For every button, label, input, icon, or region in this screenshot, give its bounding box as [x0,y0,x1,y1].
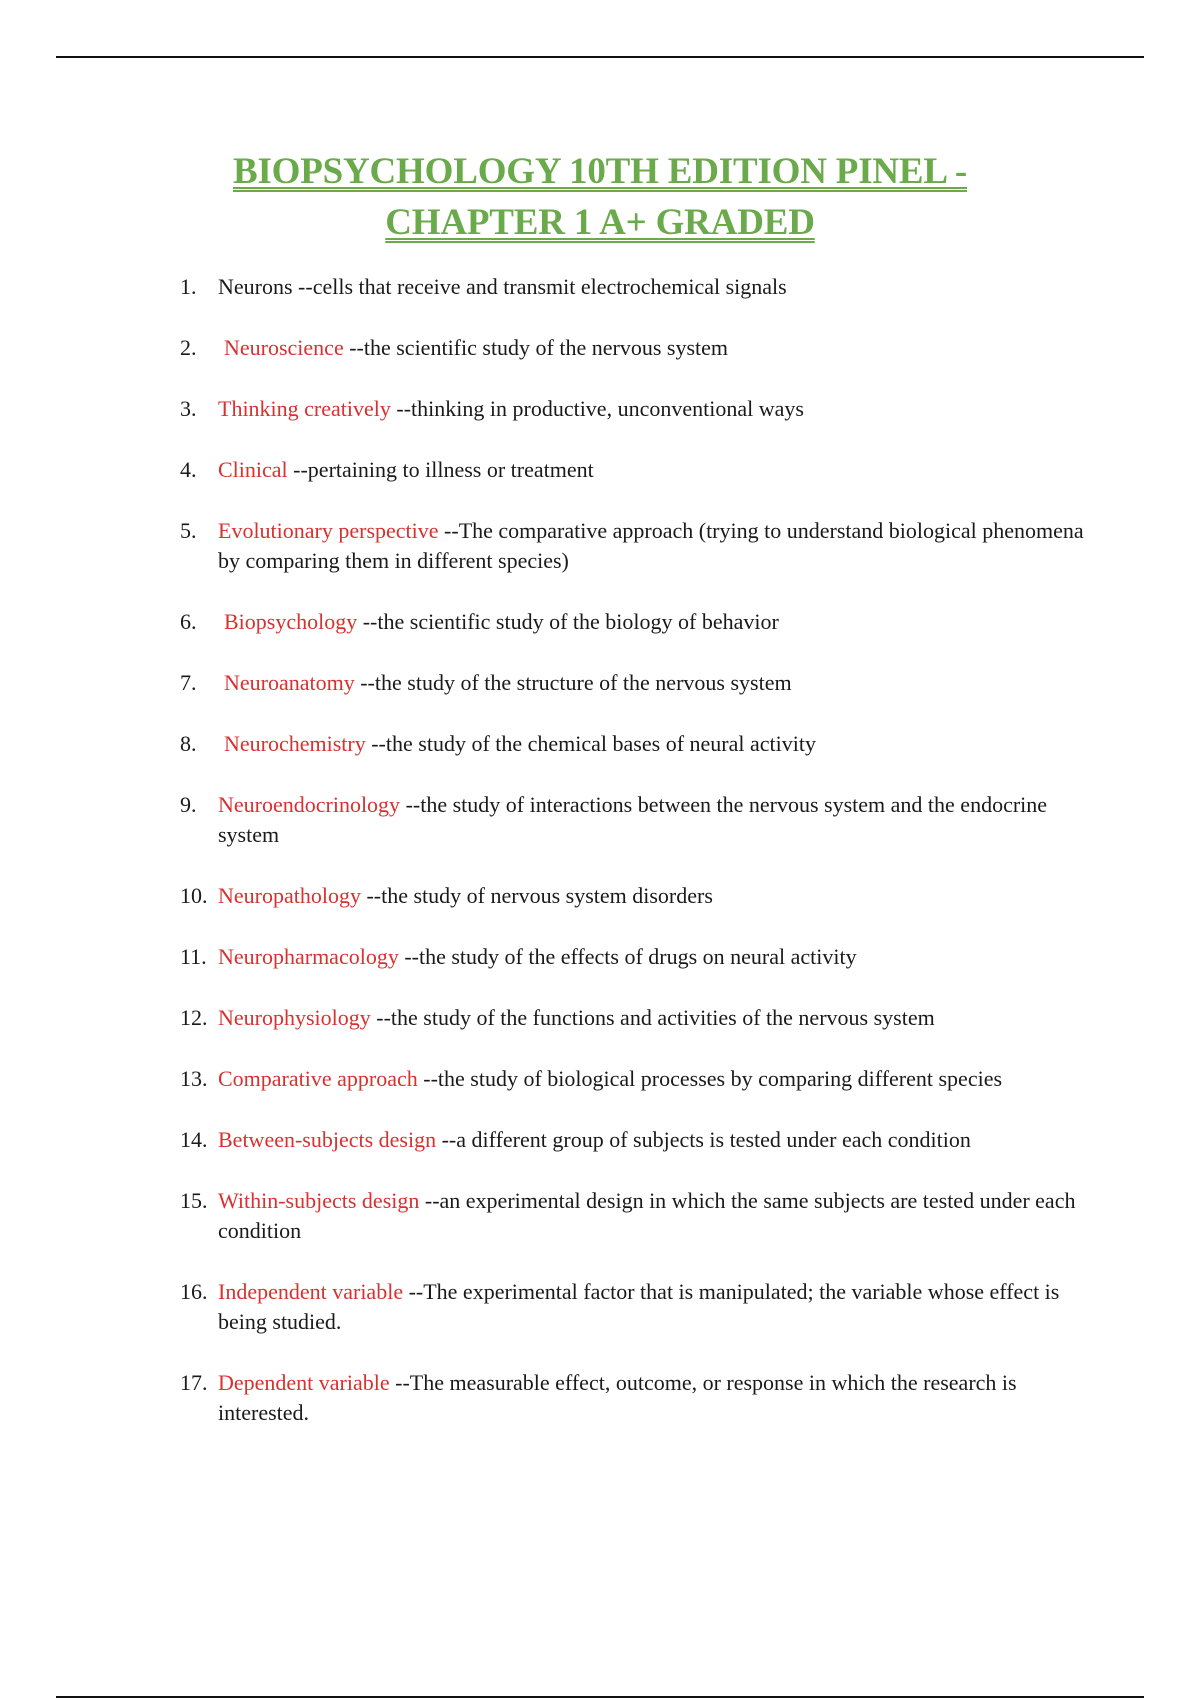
item-definition: --the study of the functions and activities of the nervous system [370,1005,935,1030]
item-term: Evolutionary perspective [218,518,439,543]
item-definition: --the scientific study of the biology of behavior [357,609,779,634]
list-item [180,942,1100,972]
item-number: 4. [180,457,197,482]
item-number: 15. [180,1188,208,1213]
item-definition: --thinking in productive, unconventional ways [390,396,804,421]
item-definition: --The experimental factor that is manipulated; the variable whose effect is being studied. [218,1279,1060,1334]
item-number: 3. [180,396,197,421]
item-term: Thinking creatively [218,396,391,421]
list-item [180,668,1100,698]
item-definition: --the study of nervous system disorders [360,883,713,908]
item-definition: --an experimental design in which the same subjects are tested under each condition [218,1188,1076,1243]
list-item [180,790,1100,850]
list-item [180,1125,1100,1155]
item-term: Neuropathology [218,883,361,908]
item-term: Neuroendocrinology [218,792,401,817]
item-definition: --the study of the chemical bases of neural activity [365,731,816,756]
list-item [180,729,1100,759]
item-definition: --the study of the structure of the nervous system [354,670,792,695]
item-definition: --the scientific study of the nervous system [343,335,729,360]
item-term: Neurochemistry [224,731,366,756]
item-term: Clinical [218,457,288,482]
list-item [180,607,1100,637]
title-line-1: BIOPSYCHOLOGY 10TH EDITION PINEL - [232,151,967,192]
item-number: 17. [180,1370,208,1395]
item-definition: --pertaining to illness or treatment [287,457,594,482]
title-line-2: CHAPTER 1 A+ GRADED [385,202,815,243]
item-number: 7. [180,670,197,695]
item-term: Neuroscience [224,335,344,360]
item-definition: --a different group of subjects is tested under each condition [436,1127,971,1152]
list-item [180,881,1100,911]
item-number: 8. [180,731,197,756]
term-list [180,272,1100,1459]
item-definition: --the study of the effects of drugs on neural activity [398,944,857,969]
item-number: 2. [180,335,197,360]
item-number: 13. [180,1066,208,1091]
item-definition: --the study of interactions between the nervous system and the endocrine system [218,792,1048,847]
item-term: Dependent variable [218,1370,390,1395]
item-definition: --The comparative approach (trying to understand biological phenomena by comparing them in different species) [218,518,1084,573]
top-rule [56,56,1144,58]
list-item [180,333,1100,363]
list-item [180,455,1100,485]
item-definition: Neurons --cells that receive and transmit electrochemical signals [218,274,787,299]
list-item [180,516,1100,576]
item-number: 9. [180,792,197,817]
list-item [180,1064,1100,1094]
item-number: 12. [180,1005,208,1030]
list-item [180,1003,1100,1033]
bottom-rule [56,1696,1144,1698]
item-number: 14. [180,1127,208,1152]
item-term: Neurophysiology [218,1005,371,1030]
item-definition: --The measurable effect, outcome, or response in which the research is interested. [218,1370,1017,1425]
item-definition: --the study of biological processes by comparing different species [417,1066,1003,1091]
item-term: Comparative approach [218,1066,418,1091]
list-item [180,272,1100,302]
list-item [180,1368,1100,1428]
item-term: Neuropharmacology [218,944,399,969]
item-number: 10. [180,883,208,908]
item-term: Between-subjects design [218,1127,437,1152]
item-term: Independent variable [218,1279,404,1304]
list-item [180,1277,1100,1337]
item-number: 11. [180,944,207,969]
item-number: 5. [180,518,197,543]
list-item [180,1186,1100,1246]
item-number: 16. [180,1279,208,1304]
item-number: 1. [180,274,197,299]
document-title [120,146,1080,248]
item-term: Within-subjects design [218,1188,420,1213]
list-item [180,394,1100,424]
item-number: 6. [180,609,197,634]
item-term: Neuroanatomy [224,670,355,695]
item-term: Biopsychology [224,609,358,634]
